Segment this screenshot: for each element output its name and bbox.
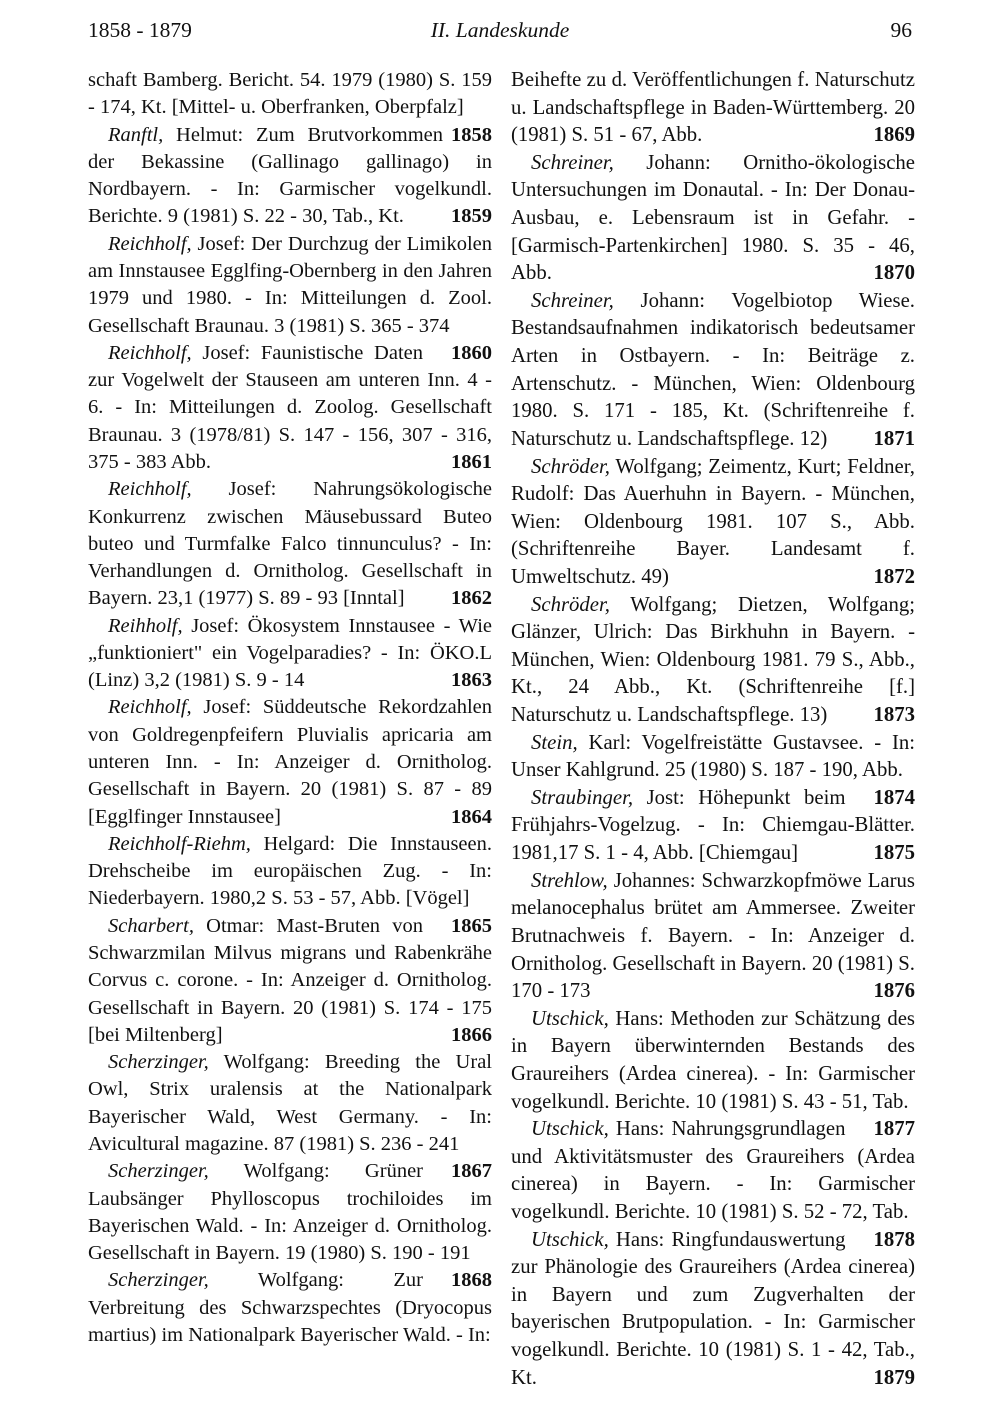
entry-number: 1869 bbox=[873, 124, 915, 147]
entry-number: 1866 bbox=[451, 1023, 492, 1046]
entry-text: Johann: Vogelbiotop Wiese. Bestandsaufnahmen indikatorisch bedeutsamer Arten in Ostbayern. - In: Beiträge z. Artenschutz. - München, Wien: Oldenbourg 1980. S. 171 - 185, Kt. (Schriftenreihe f. Naturschutz u. Landschaftspflege. 12) bbox=[511, 289, 915, 450]
entry-text: Hans: Nahrungsgrundlagen und Aktivitätsmuster des Graureihers (Ardea cinerea) in Bayern. - In: Garmischer vogelkundl. Berichte. 10 (1981) S. 52 - 72, Tab. bbox=[511, 1118, 915, 1223]
entry-author: Utschick, bbox=[531, 1007, 609, 1030]
running-head-range: 1858 - 1879 bbox=[88, 18, 192, 42]
entry-text: Johannes: Schwarzkopfmöwe Larus melanocephalus brütet am Ammersee. Zweiter Brutnachweis f. Bayern. - In: Anzeiger d. Ornitholog. Gesellschaft in Bayern. 20 (1981) S. 170 - 173 bbox=[511, 869, 915, 1003]
entry-author: Reichholf, bbox=[108, 341, 192, 364]
entry-number: 1859 bbox=[451, 205, 492, 228]
entry-text: Johann: Ornitho-ökologische Untersuchungen im Donautal. - In: Der Donau-Ausbau, e. Lebensraum ist in Gefahr. - [Garmisch-Partenkirchen] 1980. S. 35 - 46, Abb. bbox=[511, 151, 915, 285]
entry-text: Otmar: Mast-Bruten von Schwarzmilan Milvus migrans und Rabenkrähe Corvus c. corone. - In: Anzeiger d. Ornitholog. Gesellschaft in Bayern. 20 (1981) S. 174 - 175 [bei Miltenberg] bbox=[88, 914, 492, 1046]
entry-author: Ranftl, bbox=[108, 123, 164, 146]
bibliography-entry bbox=[88, 613, 492, 695]
entry-author: Reihholf, bbox=[108, 614, 183, 637]
entry-number: 1874 bbox=[873, 786, 915, 809]
entry-number: 1861 bbox=[451, 450, 492, 473]
entry-text: Wolfgang: Breeding the Ural Owl, Strix uralensis at the Nationalpark Bayerischer Wald, West Germany. - In: Avicultural magazine. 87 (1981) S. 236 - 241 bbox=[88, 1051, 492, 1155]
entry-number: 1875 bbox=[873, 842, 915, 865]
entry-text: Wolfgang: Grüner Laubsänger Phylloscopus trochiloides im Bayerischen Wald. - In: Anzeiger d. Ornitholog. Gesellschaft in Bayern. 19 (1980) S. 190 - 191 bbox=[88, 1160, 492, 1265]
page-number: 96 bbox=[890, 18, 912, 42]
entry-number: 1872 bbox=[873, 565, 915, 588]
bibliography-entry bbox=[88, 694, 492, 830]
bibliography-entry bbox=[88, 122, 492, 231]
bibliography-entry bbox=[511, 454, 915, 592]
left-column bbox=[88, 67, 492, 1349]
entry-text: Karl: Vogelfreistätte Gustavsee. - In: Unser Kahlgrund. 25 (1980) S. 187 - 190, Abb. bbox=[511, 731, 915, 782]
bibliography-entry bbox=[511, 868, 915, 1006]
entry-number: 1873 bbox=[873, 704, 915, 727]
bibliography-entry bbox=[88, 231, 492, 364]
entry-author: Schreiner, bbox=[531, 289, 614, 312]
bibliography-entry bbox=[511, 288, 915, 454]
entry-author: Stein, bbox=[531, 731, 578, 754]
entry-author: Scherzinger, bbox=[108, 1269, 209, 1292]
entry-author: Scherzinger, bbox=[108, 1051, 209, 1074]
entry-number: 1878 bbox=[873, 1228, 915, 1251]
entry-text: Hans: Ringfundauswertung zur Phänologie des Graureihers (Ardea cinerea) in Bayern und zum Zugverhalten der bayerischen Brutpopulation. - In: Garmischer vogelkundl. Berichte. 10 (1981) S. 1 - 42, Tab., Kt. bbox=[511, 1228, 915, 1389]
entry-text: Helgard: Die Innstauseen. Drehscheibe im europäischen Zug. - In: Niederbayern. 1980,2 S. 53 - 57, Abb. [Vögel] bbox=[88, 832, 492, 910]
entry-number: 1860 bbox=[451, 341, 492, 364]
bibliography-entry bbox=[511, 1006, 915, 1141]
entry-number: 1858 bbox=[451, 123, 492, 146]
entry-number: 1868 bbox=[451, 1269, 492, 1292]
entry-text: Hans: Methoden zur Schätzung des in Bayern überwinternden Bestands des Graureihers (Ardea cinerea). - In: Garmischer vogelkundl. Berichte. 10 (1981) S. 43 - 51, Tab. bbox=[511, 1007, 915, 1113]
entry-number: 1864 bbox=[451, 805, 492, 828]
entry-text: Josef: Nahrungsökologische Konkurrenz zwischen Mäusebussard Buteo buteo und Turmfalke Falco tinnunculus? - In: Verhandlungen d. Ornitholog. Gesellschaft in Bayern. 23,1 (1977) S. 89 - 93 [Inntal] bbox=[88, 478, 492, 610]
entry-author: Utschick, bbox=[531, 1228, 609, 1251]
entry-author: Reichholf-Riehm, bbox=[108, 832, 251, 855]
entry-author: Schreiner, bbox=[531, 151, 614, 174]
entry-number: 1865 bbox=[451, 914, 492, 937]
entry-author: Strehlow, bbox=[531, 869, 608, 892]
entry-number: 1870 bbox=[873, 262, 915, 285]
bibliography-entry-continuation bbox=[511, 67, 915, 150]
entry-text: Wolfgang; Zeimentz, Kurt; Feldner, Rudolf: Das Auerhuhn in Bayern. - München, Wien: Oldenbourg 1981. 107 S., Abb. (Schriftenreihe Bayer. Landesamt f. Umweltschutz. 49) bbox=[511, 455, 915, 588]
entry-text: Josef: Faunistische Daten zur Vogelwelt der Stauseen am unteren Inn. 4 - 6. - In: Mitteilungen d. Zoolog. Gesellschaft Braunau. 3 (1978/81) S. 147 - 156, 307 - 316, 375 - 383 Abb. bbox=[88, 341, 492, 473]
entry-number: 1863 bbox=[451, 669, 492, 692]
entry-text: schaft Bamberg. Bericht. 54. 1979 (1980) S. 159 - 174, Kt. [Mittel- u. Oberfranken, Oberpfalz] bbox=[88, 69, 492, 119]
entry-text: Helmut: Zum Brutvorkommen der Bekassine (Gallinago gallinago) in Nordbayern. - In: Garmischer vogelkundl. Berichte. 9 (1981) S. 22 - 30, Tab., Kt. bbox=[88, 123, 492, 228]
entry-author: Reichholf, bbox=[108, 696, 192, 719]
entry-number: 1867 bbox=[451, 1160, 492, 1183]
running-head-title: II. Landeskunde bbox=[430, 18, 570, 42]
bibliography-entry bbox=[88, 1049, 492, 1183]
bibliography-entry bbox=[511, 150, 915, 288]
entry-text: Wolfgang; Dietzen, Wolfgang; Glänzer, Ulrich: Das Birkhuhn in Bayern. - München, Wien: Oldenbourg 1981. 79 S., Abb., Kt., 24 Abb., Kt. (Schriftenreihe [f.] Naturschutz u. Landschaftspflege. 13) bbox=[511, 593, 915, 727]
entry-text: Josef: Ökosystem Innstausee - Wie „funktioniert" ein Vogelparadies? - In: ÖKO.L (Linz) 3,2 (1981) S. 9 - 14 bbox=[88, 614, 492, 692]
entry-number: 1876 bbox=[873, 980, 915, 1003]
entry-number: 1879 bbox=[873, 1366, 915, 1389]
entry-text: Wolfgang: Zur Verbreitung des Schwarzspechtes (Dryocopus martius) im Nationalpark Bayerischer Wald. - In: bbox=[88, 1269, 492, 1346]
entry-text: Josef: Süddeutsche Rekordzahlen von Goldregenpfeifern Pluvialis apricaria am unteren Inn. - In: Anzeiger d. Ornitholog. Gesellschaft in Bayern. 20 (1981) S. 87 - 89 [Egglfinger Innstausee] bbox=[88, 696, 492, 828]
entry-text: Josef: Der Durchzug der Limikolen am Innstausee Egglfing-Obernberg in den Jahren 1979 und 1980. - In: Mitteilungen d. Zool. Gesellschaft Braunau. 3 (1981) S. 365 - 374 bbox=[88, 232, 492, 337]
entry-number: 1877 bbox=[873, 1118, 915, 1141]
entry-author: Reichholf, bbox=[108, 478, 192, 501]
entry-author: Schröder, bbox=[531, 455, 610, 478]
entry-text: Beihefte zu d. Veröffentlichungen f. Naturschutz u. Landschaftspflege in Baden-Württemberg. 20 (1981) S. 51 - 67, Abb. bbox=[511, 69, 915, 147]
entry-author: Scharbert, bbox=[108, 914, 194, 937]
entry-author: Scherzinger, bbox=[108, 1160, 209, 1183]
entry-author: Schröder, bbox=[531, 593, 610, 616]
right-column bbox=[511, 67, 915, 1392]
entry-text: Jost: Höhepunkt beim Frühjahrs-Vogelzug. - In: Chiemgau-Blätter. 1981,17 S. 1 - 4, Abb. [Chiemgau] bbox=[511, 786, 915, 865]
bibliography-entry bbox=[88, 476, 492, 612]
entry-number: 1862 bbox=[451, 587, 492, 610]
entry-author: Reichholf, bbox=[108, 232, 192, 255]
entry-author: Utschick, bbox=[531, 1118, 609, 1141]
entry-number: 1871 bbox=[873, 427, 915, 450]
bibliography-entry bbox=[511, 592, 915, 730]
entry-author: Straubinger, bbox=[531, 786, 634, 809]
